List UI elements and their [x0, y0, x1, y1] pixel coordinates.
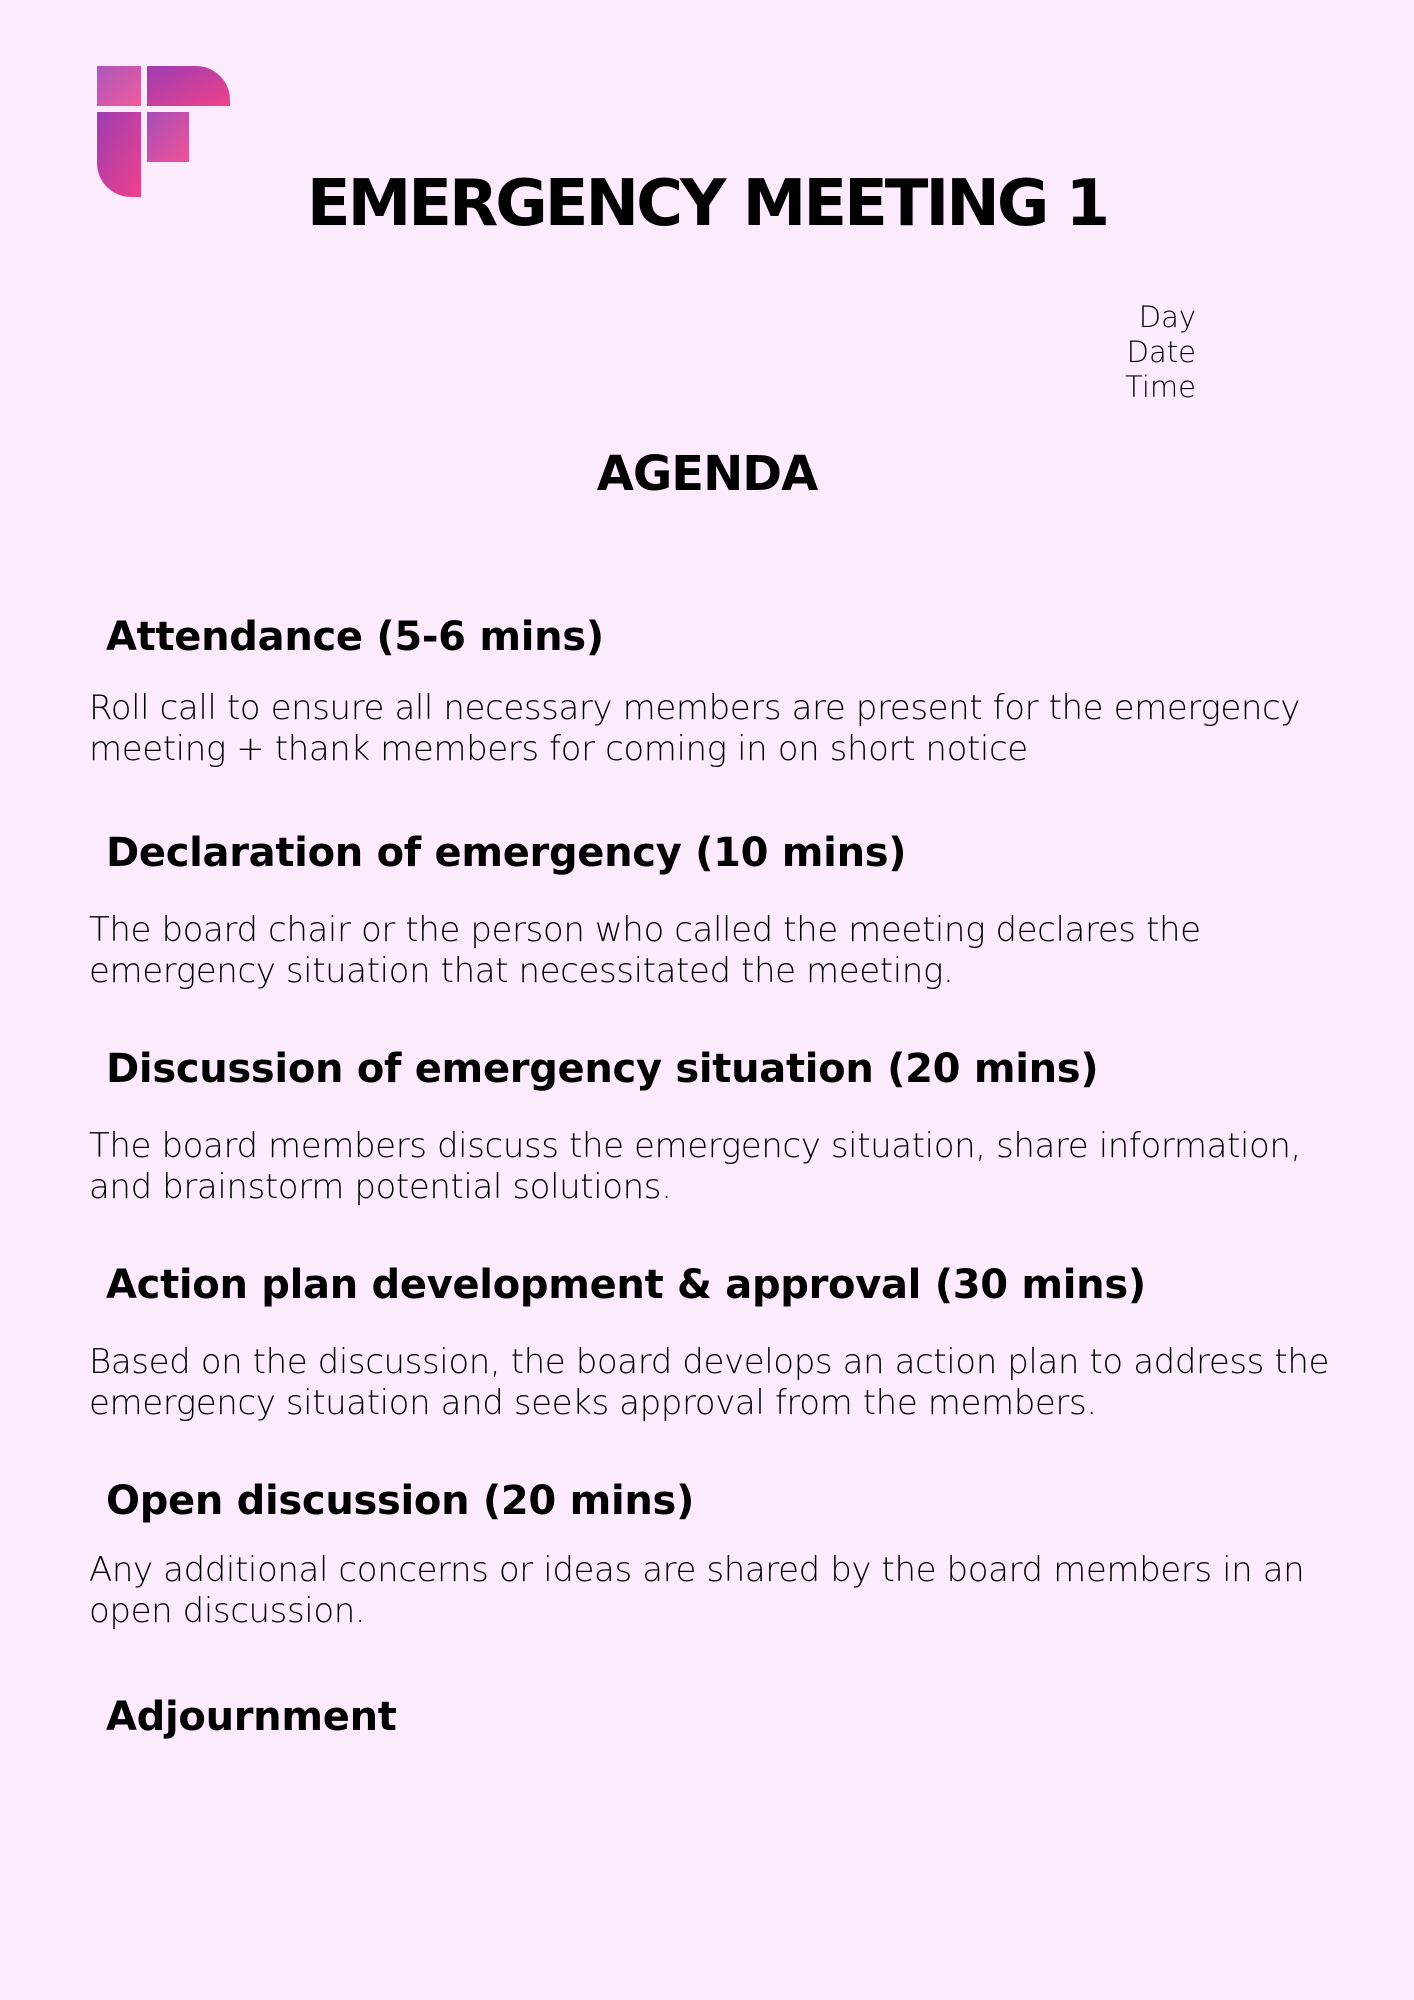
agenda-item-body: Any additional concerns or ideas are shared by the board members in an open discussion. [89, 1550, 1305, 1631]
agenda-item-body: The board chair or the person who called the meeting declares the emergency situation that necessitated the meeting. [89, 910, 1201, 991]
meeting-meta [1125, 300, 1196, 405]
agenda-item-heading: Attendance (5-6 mins) [106, 614, 604, 660]
agenda-item-body: Based on the discussion, the board develops an action plan to address the emergency situation and seeks approval from the members. [89, 1342, 1329, 1423]
meta-day: Day [1138, 300, 1196, 334]
agenda-item-heading: Discussion of emergency situation (20 mins) [106, 1046, 1099, 1092]
agenda-item-heading: Action plan development & approval (30 mins) [106, 1262, 1146, 1308]
meta-date: Date [1126, 335, 1196, 369]
agenda-item-heading: Open discussion (20 mins) [106, 1478, 695, 1524]
agenda-item-heading: Declaration of emergency (10 mins) [106, 830, 907, 876]
page-title: EMERGENCY MEETING 1 [306, 167, 1108, 241]
agenda-item-body: The board members discuss the emergency situation, share information, and brainstorm potential solutions. [89, 1126, 1301, 1207]
agenda-item-heading: Adjournment [106, 1694, 397, 1740]
agenda-item-body: Roll call to ensure all necessary members are present for the emergency meeting + thank members for coming in on short notice [89, 688, 1301, 769]
meta-time: Time [1125, 370, 1196, 404]
agenda-heading: AGENDA [596, 446, 818, 502]
